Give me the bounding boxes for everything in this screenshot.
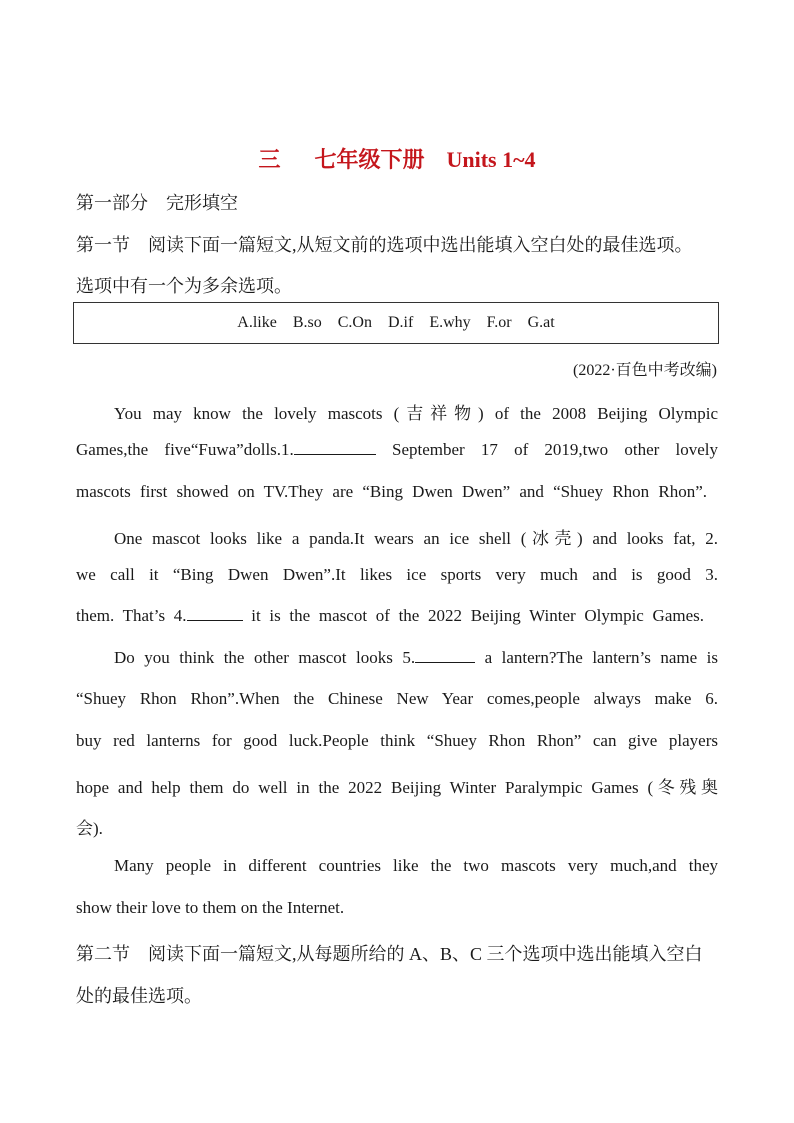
p4-line1: Many people in different countries like the two mascots very much,and they <box>114 856 718 875</box>
p1-line2-part-a: Games,the five“Fuwa”dolls.1. <box>76 440 294 459</box>
p2-line3-part-b: it is the mascot of the 2022 Beijing Winter Olympic Games. <box>251 606 705 625</box>
p3-line1-part-b: a lantern?The lantern’s name is <box>484 648 718 667</box>
blank-5 <box>415 648 475 663</box>
section1-instruction-line1: 第一节 阅读下面一篇短文,从短文前的选项中选出能填入空白处的最佳选项。 <box>76 235 693 255</box>
p3-line4: hope and help them do well in the 2022 Beijing Winter Paralympic Games (冬残奥 <box>76 778 718 797</box>
option-d: D.if <box>387 314 414 331</box>
p1-line2 <box>76 440 718 460</box>
title-grade: 七年级下册 <box>314 147 425 172</box>
p2-line3 <box>76 606 704 626</box>
option-b: B.so <box>292 314 322 331</box>
section1-instruction-line2: 选项中有一个为多余选项。 <box>76 276 292 296</box>
options-box <box>73 302 719 344</box>
p3-line2: “Shuey Rhon Rhon”.When the Chinese New Year comes,people always make 6. <box>76 689 718 708</box>
title-units: Units 1~4 <box>446 147 536 172</box>
section2-instruction-line2: 处的最佳选项。 <box>76 986 202 1006</box>
p4-line2: show their love to them on the Internet. <box>76 898 345 917</box>
option-g: G.at <box>527 314 555 331</box>
part-heading: 第一部分 完形填空 <box>76 193 238 213</box>
p1-line1: You may know the lovely mascots (吉祥物) of the 2008 Beijing Olympic <box>114 404 718 423</box>
p2-line2: we call it “Bing Dwen Dwen”.It likes ice sports very much and is good 3. <box>76 565 718 584</box>
p3-line3: buy red lanterns for good luck.People think “Shuey Rhon Rhon” can give players <box>76 731 718 750</box>
page-title <box>0 143 794 174</box>
section2-instruction-line1: 第二节 阅读下面一篇短文,从每题所给的 A、B、C 三个选项中选出能填入空白 <box>76 944 703 964</box>
option-e: E.why <box>429 314 471 331</box>
blank-4 <box>187 606 243 621</box>
p3-line5: 会). <box>76 819 103 838</box>
p2-line1: One mascot looks like a panda.It wears an ice shell (冰壳) and looks fat, 2. <box>114 529 718 548</box>
p3-line1-part-a: Do you think the other mascot looks 5. <box>114 648 416 667</box>
p3-line1 <box>114 648 718 668</box>
p1-line2-part-b: September 17 of 2019,two other lovely <box>391 440 718 459</box>
source-note: (2022·百色中考改编) <box>573 362 717 379</box>
p2-line3-part-a: them. That’s 4. <box>76 606 187 625</box>
option-c: C.On <box>337 314 372 331</box>
option-a: A.like <box>237 314 277 331</box>
blank-1 <box>294 440 376 455</box>
title-number: 三 <box>258 147 281 172</box>
p1-line3: mascots first showed on TV.They are “Bing Dwen Dwen” and “Shuey Rhon Rhon”. <box>76 482 707 501</box>
option-f: F.or <box>486 314 512 331</box>
